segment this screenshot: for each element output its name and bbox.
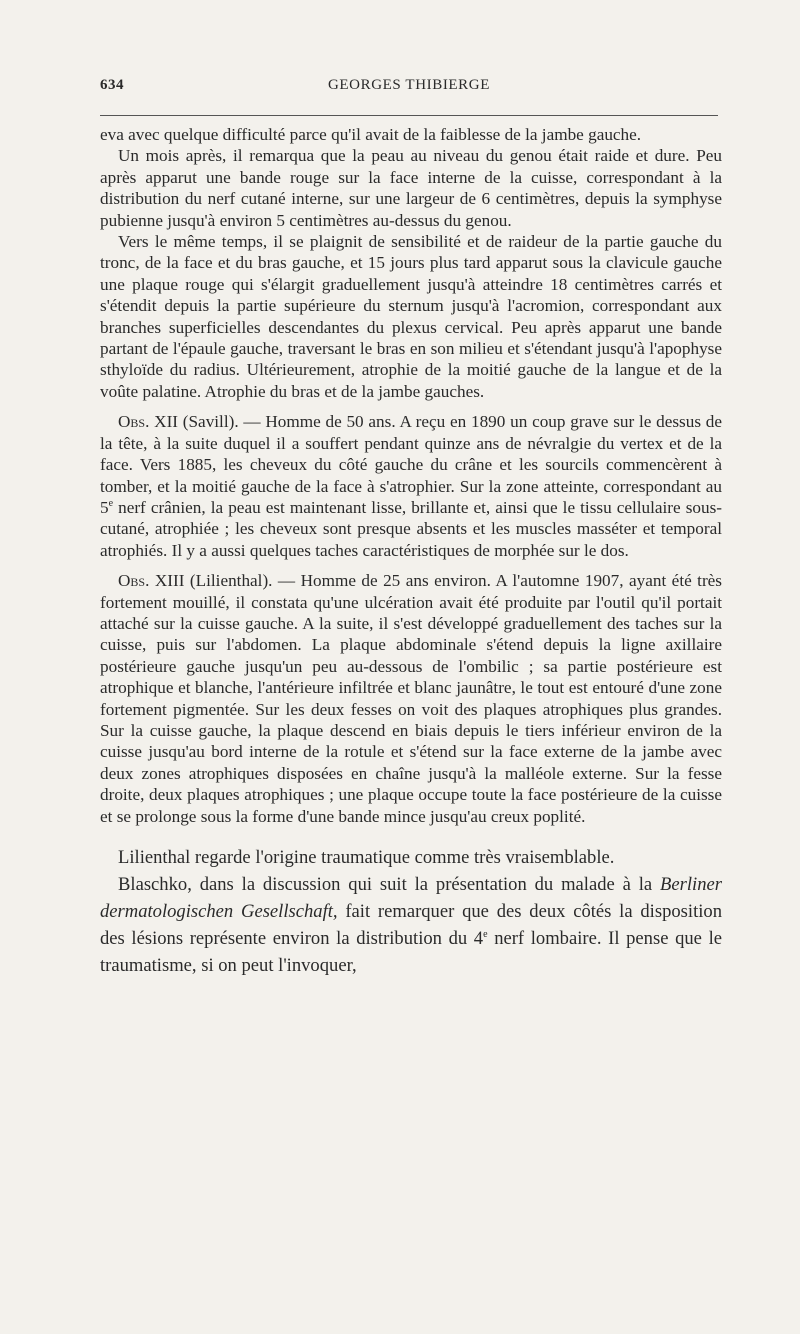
blaschko-text-a: Blaschko, dans la discussion qui suit la présentation du malade à la [118,874,661,895]
blaschko-text-b: fait remarquer que des deux côtés la disposition des lésions représente environ la distribution du 4 [100,901,722,949]
obs-xii-text: XII (Savill). — Homme de 50 ans. A reçu en 1890 un coup grave sur le dessus de la tête, à la suite duquel il a souffert pendant quinze ans de névralgie du vertex et de la face. Vers 1885, les cheveux du côté gauche du crâne et les sourcils commencèrent à tomber, et la moitié gauche de la face à s'atrophier. Sur la zone atteinte, correspondant au 5 [100,412,722,517]
header-rule [100,115,718,116]
large-print-section [100,844,722,979]
blaschko-superscript: e [483,929,488,940]
observation-xiii [100,570,722,827]
paragraph-knee: Un mois après, il remarqua que la peau au niveau du genou était raide et dure. Peu après apparut une bande rouge sur la face interne de la cuisse, correspondant à la distribution du nerf cutané interne, sur une largeur de 6 centimètres, depuis la symphyse pubienne jusqu'à environ 5 centimètres au-dessus du genou. [100,146,722,230]
page-body [100,124,722,979]
paragraph-continuation: eva avec quelque difficulté parce qu'il avait de la faiblesse de la jambe gauche. [100,125,642,144]
obs-xii-superscript: e [108,497,114,509]
obs-xiii-text: XIII (Lilienthal). — Homme de 25 ans environ. A l'automne 1907, ayant été très fortement mouillé, il constata qu'une ulcération avait été produite par l'outil qu'il portait attaché sur la cuisse gauche. A la suite, il s'est développé graduellement des taches sur la cuisse, puis sur l'abdomen. La plaque abdominale s'étend depuis la ligne axillaire postérieure gauche jusqu'un peu au-dessous de l'ombilic ; sa partie postérieure est atrophique et blanche, l'antérieure infiltrée et blanc jaunâtre, le tout est entouré d'une zone fortement pigmentée. Sur les deux fesses on voit des plaques atrophiques plus grandes. Sur la cuisse gauche, la plaque descend en biais depuis le tiers inférieur environ de la cuisse jusqu'au bord interne de la rotule et s'étend sur la face externe de la jambe avec deux zones atrophiques disposées en chaîne jusqu'à la malléole externe. Sur la fesse droite, deux plaques atrophiques ; une plaque occupe toute la face postérieure de la cuisse et se prolonge sous la forme d'une bande mince jusqu'au creux poplité. [100,571,722,826]
blaschko-society-title: Berliner dermatologischen Gesellschaft, [100,874,722,922]
blaschko-text-c: nerf lombaire. Il pense que le traumatisme, si on peut l'invoquer, [100,928,722,976]
paragraph-trunk: Vers le même temps, il se plaignit de sensibilité et de raideur de la partie gauche du tronc, de la face et du bras gauche, et 15 jours plus tard apparut sous la clavicule gauche une plaque rouge qui s'élargit graduellement jusqu'à atteindre 18 centimètres carrés et s'étendit depuis la partie supérieure du sternum jusqu'à l'acromion, correspondant aux branches superficielles descendantes du plexus cervical. Peu après apparut une bande partant de l'épaule gauche, traversant le bras en son milieu et s'étendant jusqu'à l'apophyse sthyloïde du radius. Ultérieurement, atrophie de la moitié gauche de la langue et de la voûte palatine. Atrophie du bras et de la jambe gauches. [100,232,722,401]
obs-xii-text-cont: nerf crânien, la peau est maintenant lisse, brillante et, ainsi que le tissu cellulaire sous-cutané, atrophiée ; les cheveux sont presque absents et les muscles masséter et temporal atrophiés. Il y a aussi quelques taches caractéristiques de morphée sur le dos. [100,497,722,560]
observation-xii [100,411,722,561]
page-number: 634 [100,77,124,93]
small-print-section [100,124,722,827]
paragraph-blaschko [100,871,722,979]
obs-xii-label: Obs. [118,412,150,432]
page-header [100,77,718,101]
running-title: GEORGES THIBIERGE [327,77,490,93]
paragraph-lilienthal: Lilienthal regarde l'origine traumatique comme très vraisemblable. [118,847,615,868]
obs-xiii-label: Obs. [118,571,150,591]
